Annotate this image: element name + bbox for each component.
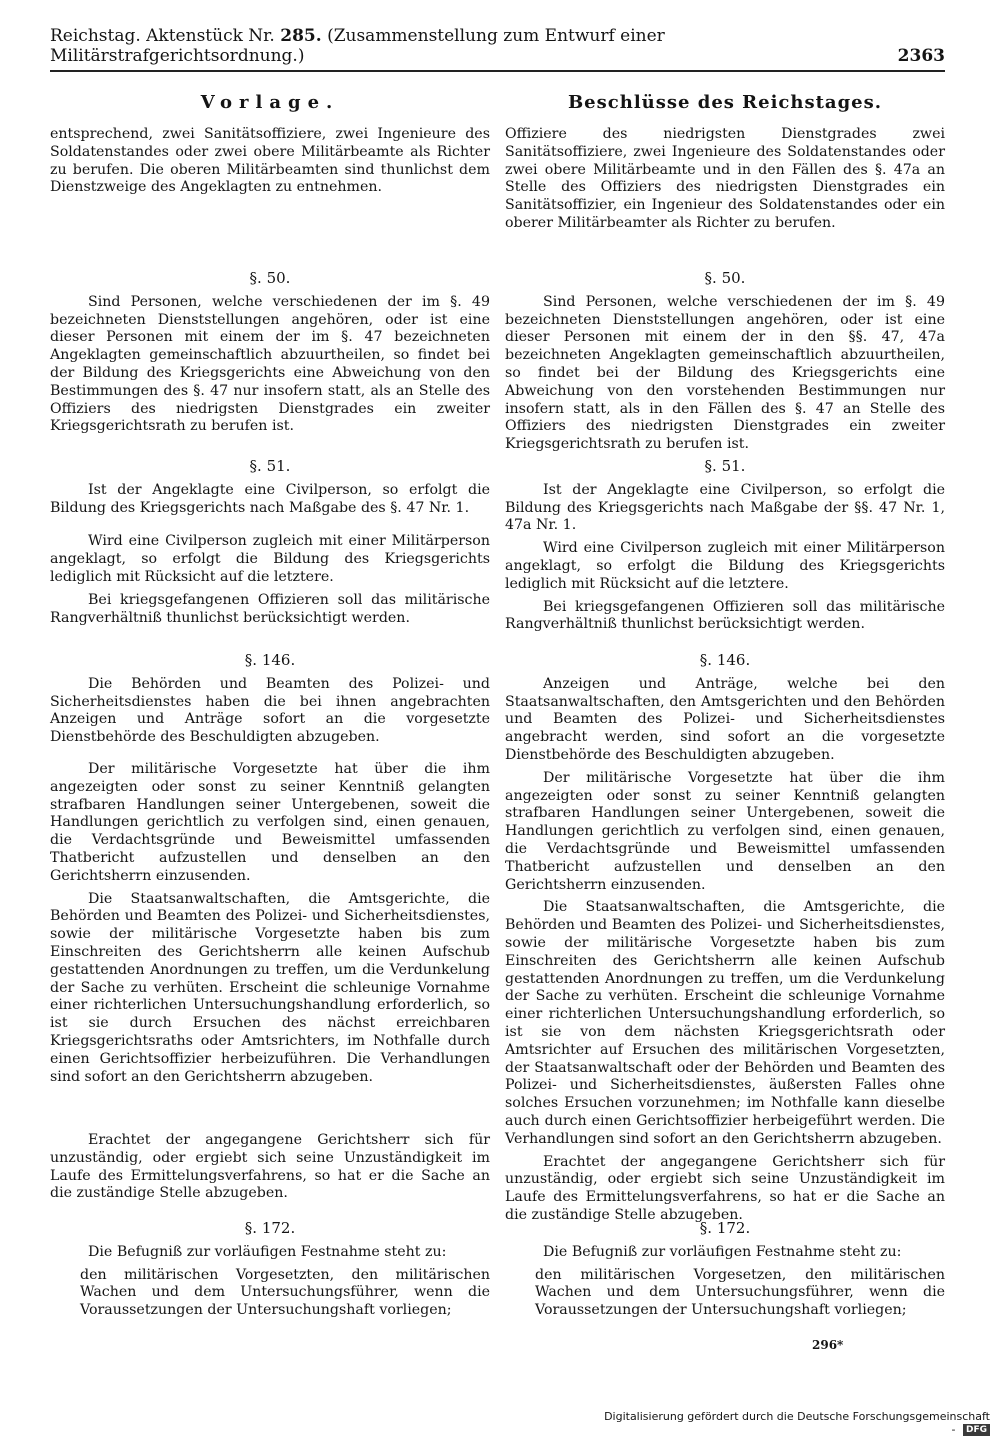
right-intro: Offiziere des niedrigsten Dienstgrades zwei Sanitätsoffiziere, zwei Ingenieure des Soldatenstandes oder zwei obere Militärbeamte und in den Fällen des §. 47a an Stelle des Offiziers des niedrigsten Dienstgrades ein Sanitätsoffizier, ein Ingenieur des Soldatenstandes oder ein oberer Militärbeamter als Richter zu berufen. <box>505 126 945 231</box>
paragraph: Die Staatsanwaltschaften, die Amtsgerichte, die Behörden und Beamten des Polizei- und Sicherheitsdienstes, sowie der militärische Vorgesetzte haben bis zum Einschreiten des Gerichtsherrn alle keinen Aufschub gestattenden Anordnungen zu treffen, um die Verdunkelung der Sache zu verhüten. Erscheint die schleunige Vornahme einer richterlichen Untersuchungshandlung erforderlich, so ist sie durch Ersuchen des nächst erreichbaren Kriegsgerichtsraths oder Amtsrichters, im Nothfalle durch einen Gerichtsoffizier herbeizuführen. Die Verhandlungen sind sofort an den Gerichtsherrn abzugeben. <box>50 890 490 1085</box>
paragraph: Der militärische Vorgesetzte hat über die ihm angezeigten oder sonst zu seiner Kenntniß gelangten strafbaren Handlungen seiner Untergebenen, soweit die Handlungen gerichtlich zu verfolgen sind, einen genauen, die Verdachtsgründe und Beweismittel umfassenden Thatbericht aufzustellen und denselben an den Gerichtsherrn einzusenden. <box>505 769 945 893</box>
paragraph: Sind Personen, welche verschiedenen der im §. 49 bezeichneten Dienststellungen angehören, oder ist eine dieser Personen mit einem der in den §§. 47, 47a bezeichneten Angeklagten gemeinschaftlich abzuurtheilen, so findet bei der Bildung des Kriegsgerichts eine Abweichung von den vorstehenden Bestimmungen nur insofern statt, als in den Fällen des §. 47 an Stelle des Offiziers des niedrigsten Dienstgrades ein zweiter Kriegsgerichtsrath zu berufen ist. <box>505 293 945 453</box>
right-section-50 <box>505 270 945 459</box>
list-item: den militärischen Vorgesetzten, den militärischen Wachen und dem Untersuchungsführer, wenn die Voraussetzungen der Untersuchungshaft vorliegen; <box>80 1266 490 1319</box>
page-header <box>50 26 945 72</box>
right-section-51 <box>505 458 945 639</box>
left-intro: entsprechend, zwei Sanitätsoffiziere, zwei Ingenieure des Soldatenstandes oder zwei obere Militärbeamte als Richter zu berufen. Die oberen Militärbeamten sind thunlichst dem Dienstzweige des Angeklagten zu entnehmen. <box>50 126 490 196</box>
left-section-172 <box>50 1220 490 1320</box>
footer-text: Digitalisierung gefördert durch die Deutsche Forschungsgemeinschaft - <box>604 1410 990 1436</box>
left-section-50 <box>50 270 490 441</box>
dfg-logo-icon: DFG <box>963 1424 990 1436</box>
footer-credit <box>600 1410 990 1436</box>
right-section-146 <box>505 652 945 1230</box>
list-item: den militärischen Vorgesetzen, den militärischen Wachen und dem Untersuchungsführer, wenn die Voraussetzungen der Untersuchungshaft vorliegen; <box>535 1266 945 1319</box>
header-title: Reichstag. Aktenstück Nr. 285. (Zusammenstellung zum Entwurf einer Militärstrafgerichtsordnung.) <box>50 26 665 66</box>
paragraph: Wird eine Civilperson zugleich mit einer Militärperson angeklagt, so erfolgt die Bildung des Kriegsgerichts lediglich mit Rücksicht auf die letztere. <box>505 540 945 592</box>
left-section-146-end <box>50 1132 490 1208</box>
paragraph: Die Staatsanwaltschaften, die Amtsgerichte, die Behörden und Beamten des Polizei- und Sicherheitsdienstes, sowie der militärische Vorgesetzte haben bis zum Einschreiten des Gerichtsherrn alle keinen Aufschub gestattenden Anordnungen zu treffen, um die Verdunkelung der Sache zu verhüten. Erscheint die schleunige Vornahme einer richterlichen Untersuchungshandlung erforderlich, so ist sie von dem nächsten Kriegsgerichtsrath oder Amtsrichter auf Ersuchen des militärischen Vorgesetzten, der Staatsanwaltschaft oder der Behörden und Beamten des Polizei- und Sicherheitsdienstes, äußersten Falles ohne solches Ersuchen vorzunehmen; im Nothfalle kann dieselbe auch durch einen Gerichtsoffizier herbeigeführt werden. Die Verhandlungen sind sofort an den Gerichtsherrn abzugeben. <box>505 899 945 1147</box>
paragraph: Ist der Angeklagte eine Civilperson, so erfolgt die Bildung des Kriegsgerichts nach Maßgabe des §. 47 Nr. 1. <box>50 481 490 516</box>
paragraph: Bei kriegsgefangenen Offizieren soll das militärische Rangverhältniß thunlichst berücksichtigt werden. <box>50 591 490 626</box>
section-number: §. 51. <box>249 457 291 475</box>
section-number: §. 50. <box>249 269 291 287</box>
section-number: §. 172. <box>699 1219 751 1237</box>
paragraph: Wird eine Civilperson zugleich mit einer Militärperson angeklagt, so erfolgt die Bildung des Kriegsgerichts lediglich mit Rücksicht auf die letztere. <box>50 533 490 585</box>
paragraph: Anzeigen und Anträge, welche bei den Staatsanwaltschaften, den Amtsgerichten und den Behörden und Beamten des Polizei- und Sicherheitsdienstes angebracht werden, sind sofort an die vorgesetzte Dienstbehörde des Beschuldigten abzugeben. <box>505 675 945 763</box>
sheet-number: 296* <box>812 1338 844 1352</box>
column-title-beschluesse: Beschlüsse des Reichstages. <box>567 92 883 113</box>
left-column <box>50 92 490 1332</box>
section-number: §. 172. <box>244 1219 296 1237</box>
paragraph: Die Befugniß zur vorläufigen Festnahme steht zu: <box>88 1243 447 1260</box>
paragraph: Sind Personen, welche verschiedenen der im §. 49 bezeichneten Dienststellungen angehören, oder ist eine dieser Personen mit einem der im §. 47 bezeichneten Angeklagten gemeinschaftlich abzuurtheilen, so findet bei der Bildung des Kriegsgerichts eine Abweichung von den Bestimmungen des §. 47 nur insofern statt, als an Stelle des Offiziers des niedrigsten Dienstgrades ein zweiter Kriegsgerichtsrath zu berufen ist. <box>50 293 490 435</box>
section-number: §. 146. <box>244 651 296 669</box>
paragraph: Die Befugniß zur vorläufigen Festnahme steht zu: <box>543 1243 902 1260</box>
left-section-146 <box>50 652 490 1091</box>
section-number: §. 146. <box>699 651 751 669</box>
paragraph: Die Behörden und Beamten des Polizei- und Sicherheitsdienstes haben die bei ihnen angebrachten Anzeigen und Anträge sofort an die vorgesetzte Dienstbehörde des Beschuldigten abzugeben. <box>50 675 490 746</box>
section-number: §. 51. <box>704 457 746 475</box>
paragraph: Ist der Angeklagte eine Civilperson, so erfolgt die Bildung des Kriegsgerichts nach Maßgabe der §§. 47 Nr. 1, 47a Nr. 1. <box>505 481 945 534</box>
header-page-number: 2363 <box>897 46 945 66</box>
section-number: §. 50. <box>704 269 746 287</box>
column-title-vorlage: Vorlage. <box>200 92 340 113</box>
paragraph: Der militärische Vorgesetzte hat über die ihm angezeigten oder sonst zu seiner Kenntniß gelangten strafbaren Handlungen seiner Untergebenen, soweit die Handlungen gerichtlich zu verfolgen sind, einen genauen, die Verdachtsgründe und Beweismittel umfassenden Thatbericht aufzustellen und denselben an den Gerichtsherrn einzusenden. <box>50 760 490 884</box>
paragraph: Bei kriegsgefangenen Offizieren soll das militärische Rangverhältniß thunlichst berücksichtigt werden. <box>505 598 945 633</box>
paragraph: Erachtet der angegangene Gerichtsherr sich für unzuständig, oder ergiebt sich seine Unzuständigkeit im Laufe des Ermittelungsverfahrens, so hat er die Sache an die zuständige Stelle abzugeben. <box>505 1153 945 1223</box>
right-section-172 <box>505 1220 945 1320</box>
paragraph: Erachtet der angegangene Gerichtsherr sich für unzuständig, oder ergiebt sich seine Unzuständigkeit im Laufe des Ermittelungsverfahrens, so hat er die Sache an die zuständige Stelle abzugeben. <box>50 1132 490 1202</box>
left-section-51 <box>50 458 490 632</box>
right-column <box>505 92 945 1332</box>
